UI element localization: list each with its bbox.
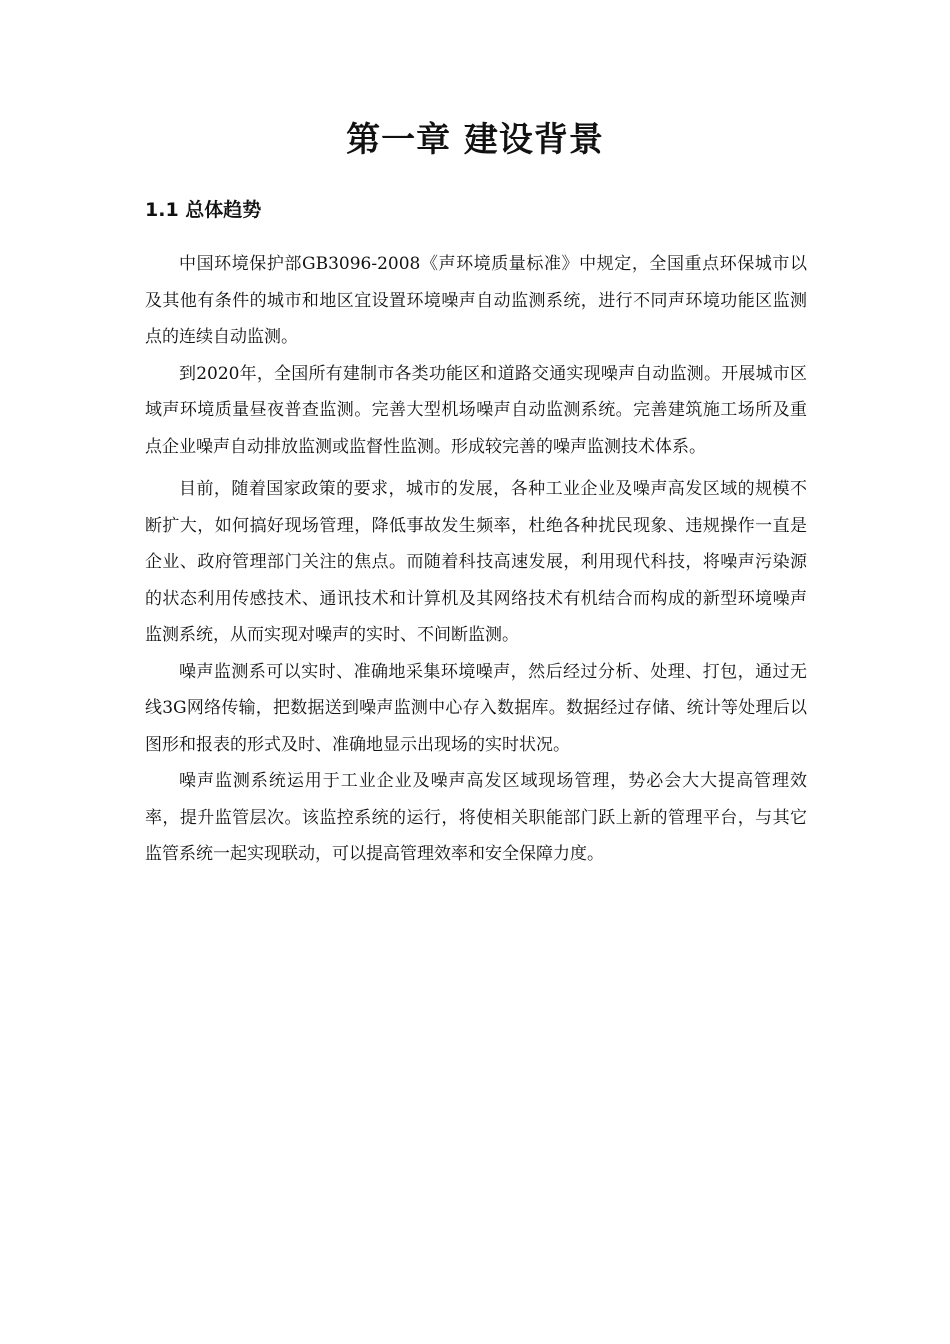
body-text [145,246,807,873]
paragraph-standard: 中国环境保护部GB3096-2008《声环境质量标准》中规定，全国重点环保城市以及其他有条件的城市和地区宜设置环境噪声自动监测系统，进行不同声环境功能区监测点的连续自动监测。 [145,254,807,347]
section-title: 1.1 总体趋势 [145,199,262,221]
paragraph-current-situation: 目前，随着国家政策的要求，城市的发展，各种工业企业及噪声高发区域的规模不断扩大，如何搞好现场管理，降低事故发生频率，杜绝各种扰民现象、违规操作一直是企业、政府管理部门关注的焦点。而随着科技高速发展，利用现代科技，将噪声污染源的状态利用传感技术、通讯技术和计算机及其网络技术有机结合而构成的新型环境噪声监测系统，从而实现对噪声的实时、不间断监测。 [145,479,807,645]
paragraph-monitoring-system: 噪声监测系可以实时、准确地采集环境噪声，然后经过分析、处理、打包，通过无线3G网络传输，把数据送到噪声监测中心存入数据库。数据经过存储、统计等处理后以图形和报表的形式及时、准确地显示出现场的实时状况。 [145,661,807,755]
chapter-title: 第一章 建设背景 [346,120,604,160]
paragraph-application: 噪声监测系统运用于工业企业及噪声高发区域现场管理，势必会大大提高管理效率，提升监管层次。该监控系统的运行，将使相关职能部门跃上新的管理平台，与其它监管系统一起实现联动，可以提高管理效率和安全保障力度。 [145,771,807,864]
paragraph-2020-goals: 到2020年，全国所有建制市各类功能区和道路交通实现噪声自动监测。开展城市区域声环境质量昼夜普查监测。完善大型机场噪声自动监测系统。完善建筑施工场所及重点企业噪声自动排放监测或监督性监测。形成较完善的噪声监测技术体系。 [145,363,807,457]
